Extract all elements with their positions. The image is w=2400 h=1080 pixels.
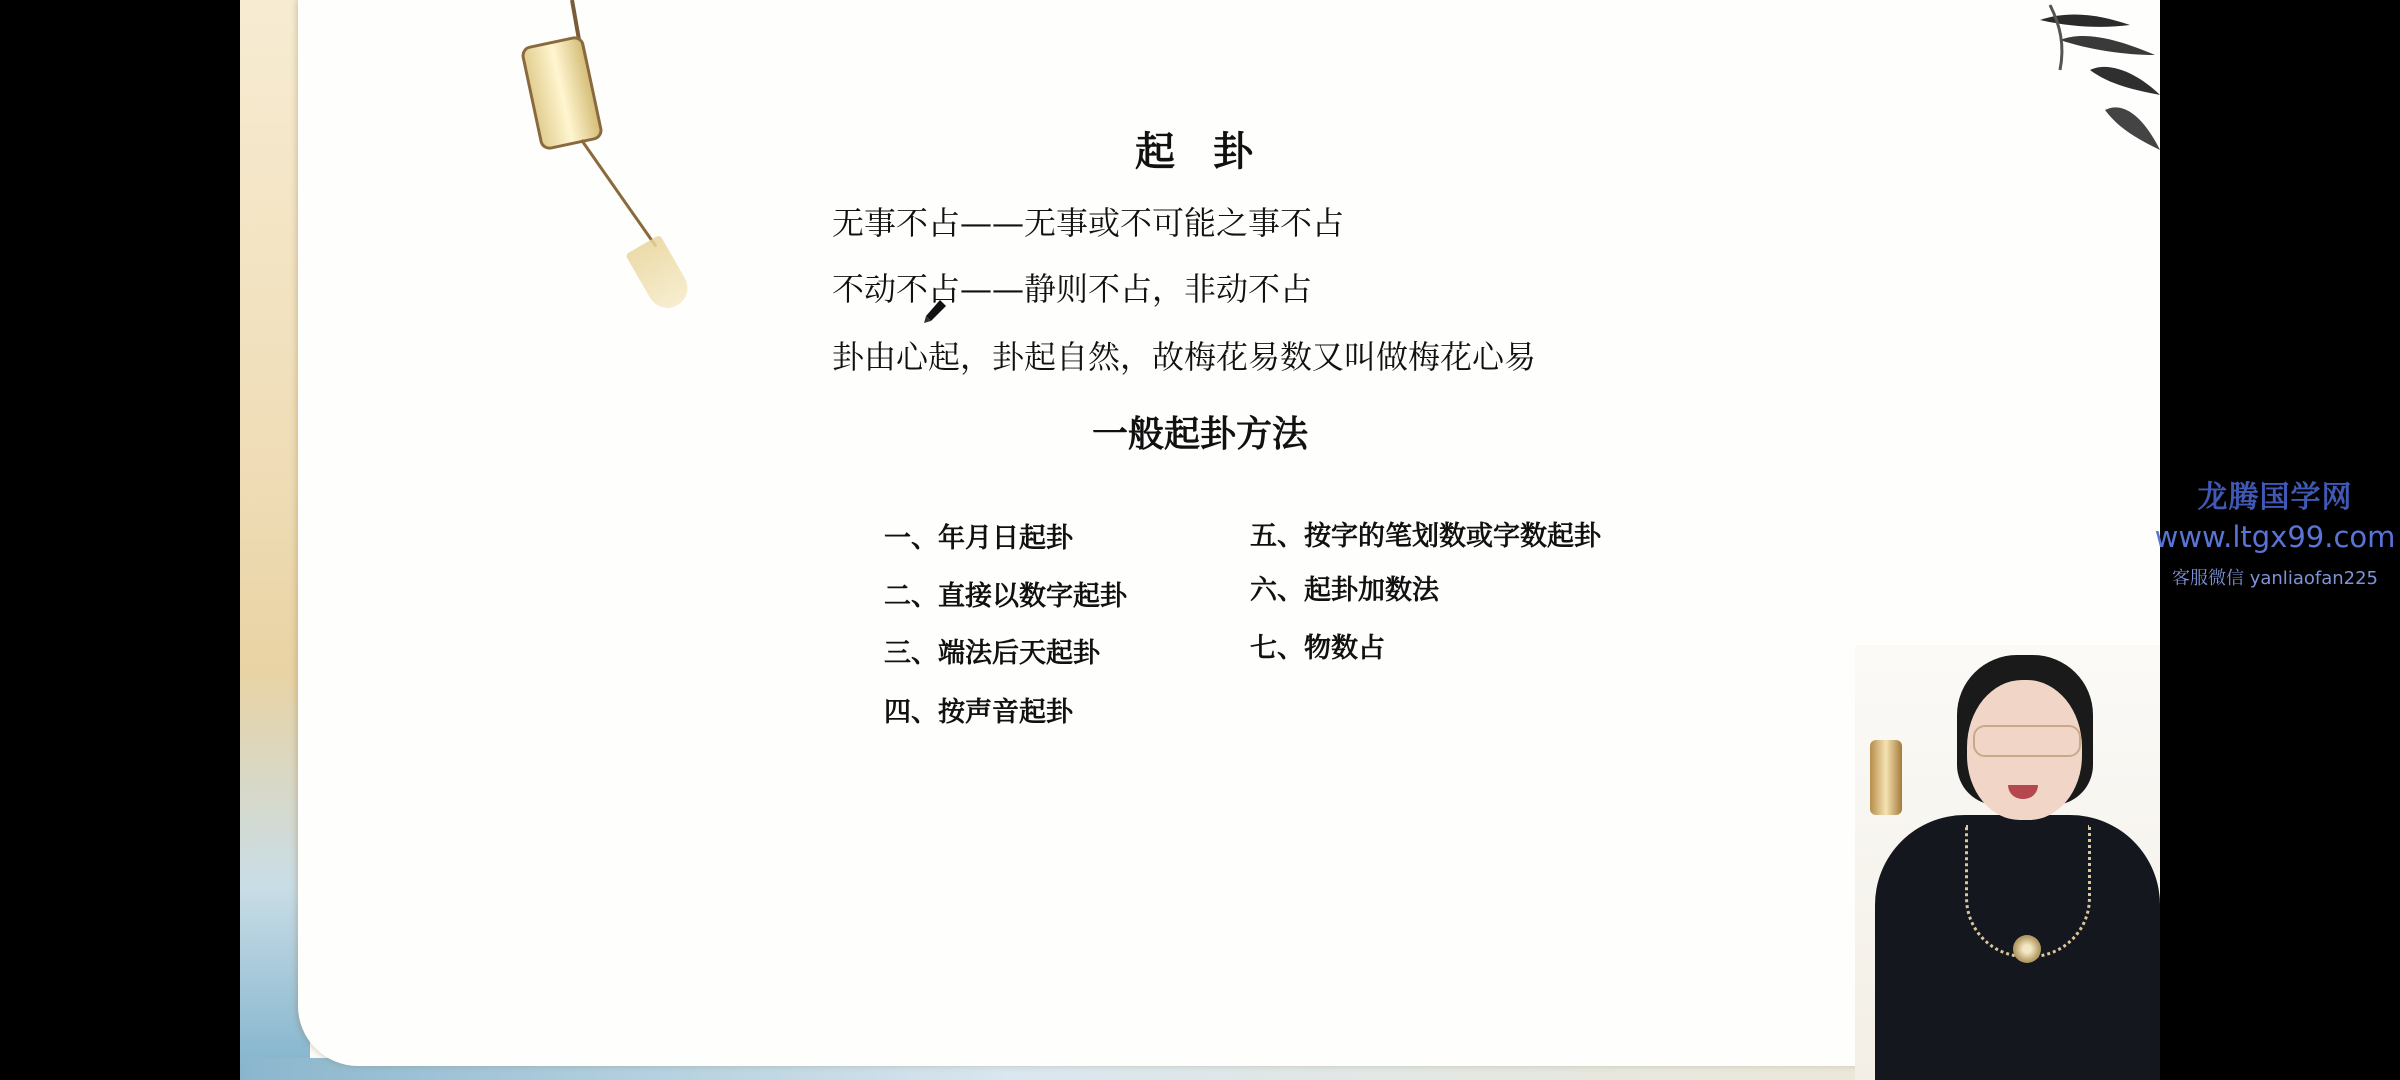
watermark-url: www.ltgx99.com [2154, 520, 2396, 554]
method-item: 六、起卦加数法 [1250, 575, 1439, 606]
watermark-site-name: 龙腾国学网 [2197, 480, 2353, 515]
glasses-icon [1973, 725, 2081, 757]
method-item: 七、物数占 [1250, 633, 1385, 664]
principle-line: 卦由心起，卦起自然，故梅花易数又叫做梅花心易 [832, 338, 1537, 376]
pendant-icon [2013, 935, 2041, 963]
watermark-contact: 客服微信 yanliaofan225 [2172, 568, 2378, 589]
pen-cursor-icon [922, 296, 950, 324]
principle-line: 不动不占——静则不占，非动不占 [832, 270, 1313, 308]
slide [240, 0, 2160, 1080]
presenter-video [1855, 645, 2160, 1080]
method-item: 四、按声音起卦 [884, 697, 1073, 728]
method-item: 一、年月日起卦 [884, 523, 1073, 554]
watermark [2150, 472, 2400, 590]
method-item: 五、按字的笔划数或字数起卦 [1250, 521, 1601, 552]
method-item: 三、端法后天起卦 [884, 638, 1100, 669]
slide-title: 起 卦 [1135, 128, 1265, 175]
method-item: 二、直接以数字起卦 [884, 581, 1127, 612]
principle-line: 无事不占——无事或不可能之事不占 [832, 204, 1345, 242]
section-subtitle: 一般起卦方法 [1091, 413, 1308, 455]
lamp-icon [1870, 740, 1902, 815]
